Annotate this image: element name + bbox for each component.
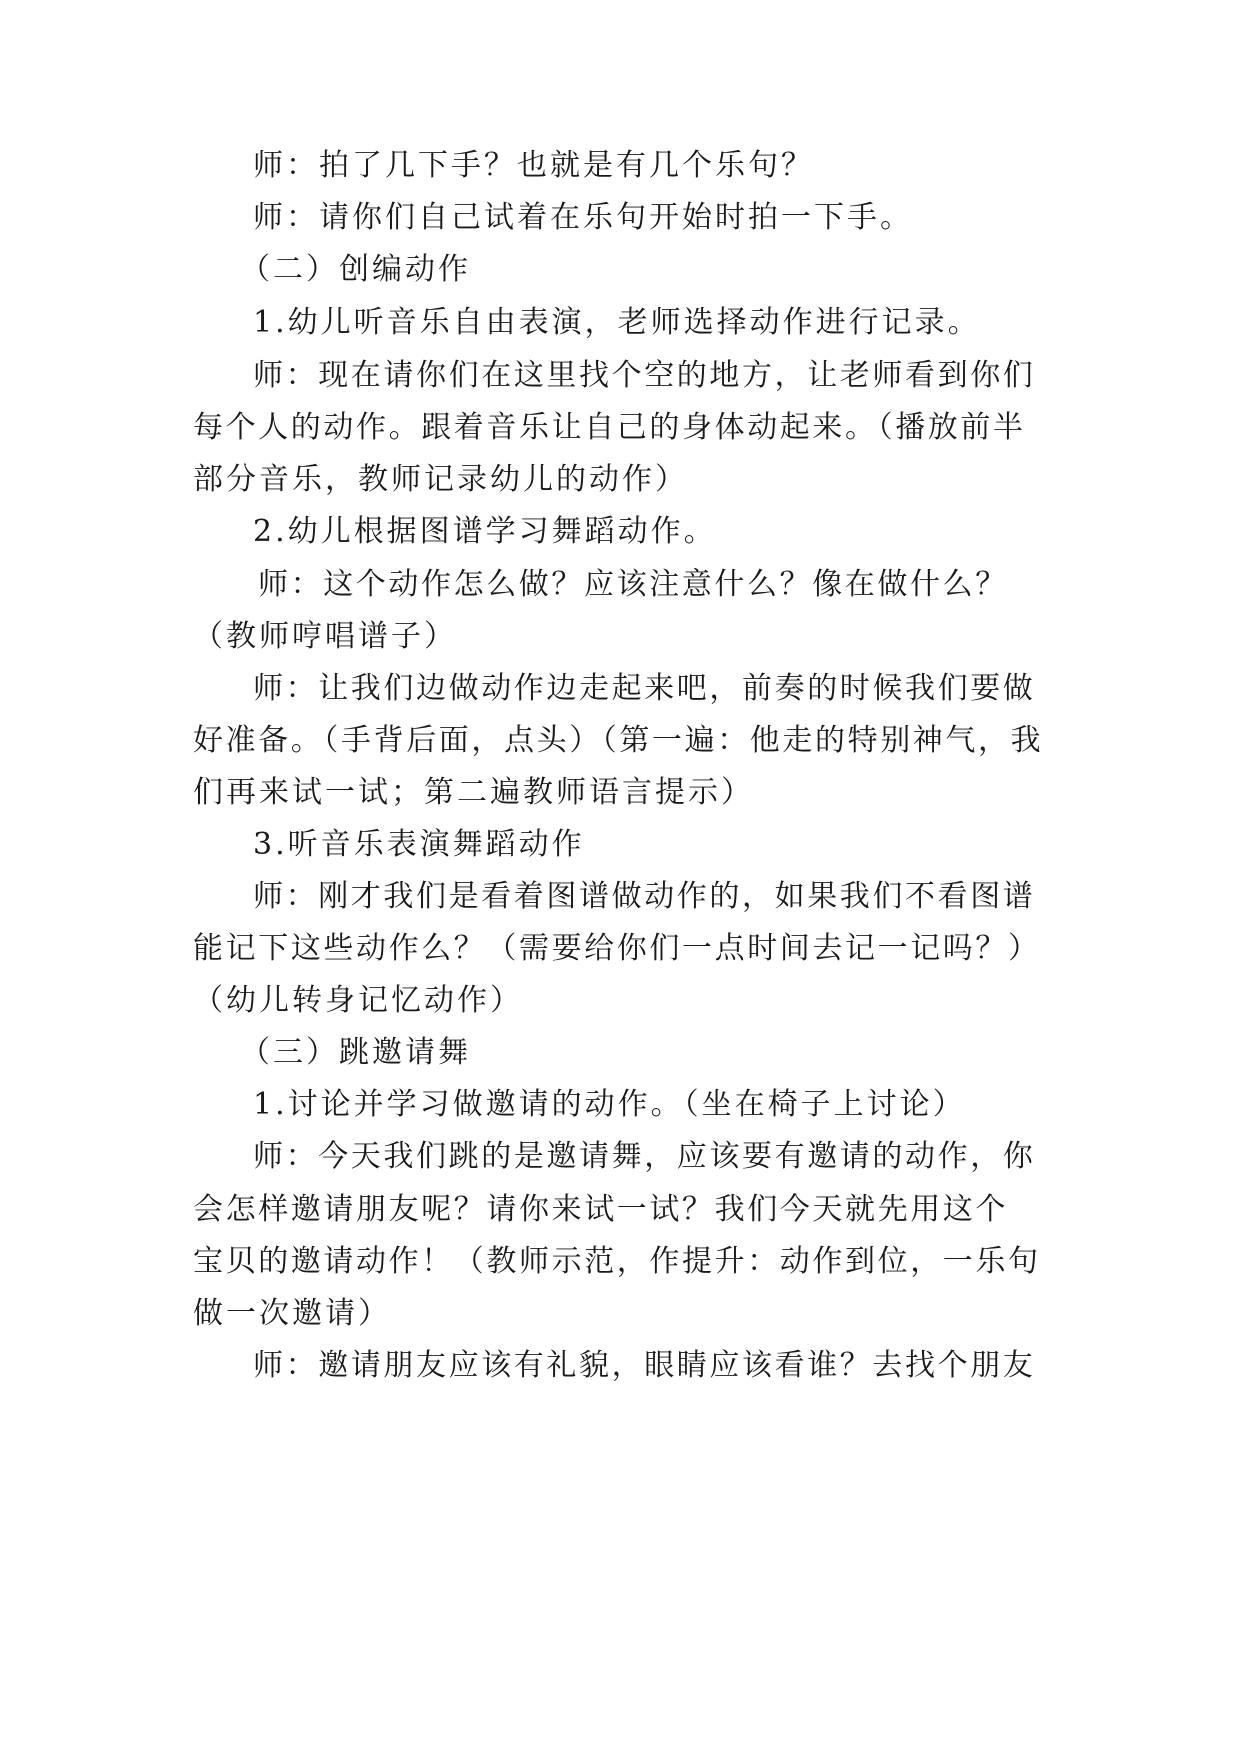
paragraph-line: 师：拍了几下手？也就是有几个乐句？ [253, 148, 814, 183]
paragraph-line: 每个人的动作。跟着音乐让自己的身体动起来。（播放前半 [193, 410, 1026, 445]
paragraph-line: 师：请你们自己试着在乐句开始时拍一下手。 [253, 200, 913, 235]
paragraph-line: （幼儿转身记忆动作） [193, 983, 523, 1018]
paragraph-line: 1.幼儿听音乐自由表演，老师选择动作进行记录。 [253, 305, 981, 340]
paragraph-line: 师：刚才我们是看着图谱做动作的，如果我们不看图谱 [253, 879, 1036, 914]
paragraph-line: 3.听音乐表演舞蹈动作 [253, 827, 585, 862]
paragraph-line: 们再来试一试；第二遍教师语言提示） [193, 775, 754, 810]
paragraph-line: （教师哼唱谱子） [193, 619, 457, 654]
paragraph-line: 会怎样邀请朋友呢？请你来试一试？我们今天就先用这个 [193, 1192, 1008, 1227]
section-heading: （三）跳邀请舞 [240, 1035, 471, 1070]
paragraph-line: 师：让我们边做动作边走起来吧，前奏的时候我们要做 [253, 671, 1036, 706]
paragraph-line: 好准备。（手背后面，点头）（第一遍：他走的特别神气，我 [193, 723, 1044, 758]
paragraph-line: 2.幼儿根据图谱学习舞蹈动作。 [253, 514, 717, 549]
paragraph-line: 部分音乐，教师记录幼儿的动作） [193, 462, 688, 497]
paragraph-line: 1.讨论并学习做邀请的动作。（坐在椅子上讨论） [253, 1087, 966, 1122]
paragraph-line: 宝贝的邀请动作！（教师示范，作提升：动作到位，一乐句 [193, 1244, 1041, 1279]
paragraph-line: 师：这个动作怎么做？应该注意什么？像在做什么？ [258, 567, 1008, 602]
paragraph-line: 师：今天我们跳的是邀请舞，应该要有邀请的动作，你 [253, 1139, 1036, 1174]
paragraph-line: 能记下这些动作么？（需要给你们一点时间去记一记吗？） [193, 931, 1041, 966]
paragraph-line: 做一次邀请） [193, 1296, 391, 1331]
paragraph-line: 师：现在请你们在这里找个空的地方，让老师看到你们 [253, 358, 1036, 393]
section-heading: （二）创编动作 [240, 252, 471, 287]
paragraph-line: 师：邀请朋友应该有礼貌，眼睛应该看谁？去找个朋友 [253, 1348, 1036, 1383]
